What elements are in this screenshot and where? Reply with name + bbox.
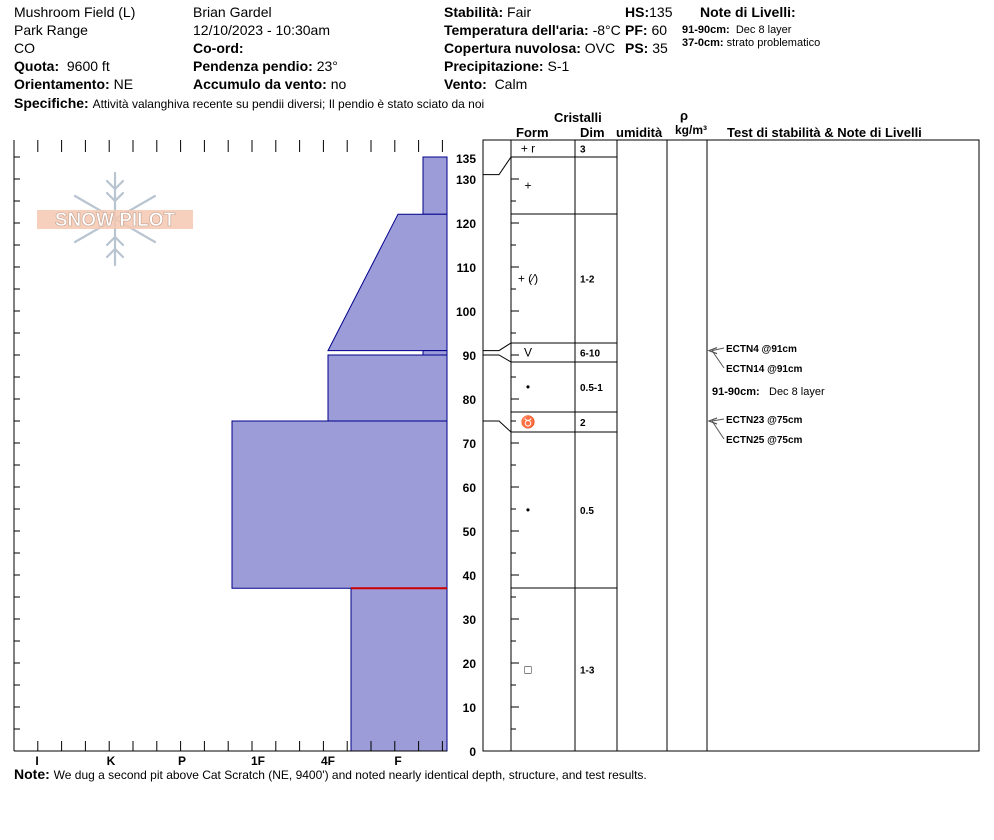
stability-test-0: ECTN4 @91cm (726, 344, 797, 355)
stability-label: Stabilità: (444, 4, 504, 20)
observer-name: Brian Gardel (193, 4, 272, 20)
note-text: We dug a second pit above Cat Scratch (NE, 9400') and noted nearly identical depth, structure, and test results. (53, 768, 647, 782)
header-form: Form (516, 125, 549, 140)
hardness-layer-5 (351, 588, 447, 751)
sky-label: Copertura nuvolosa: (444, 40, 581, 56)
layer-notes-title: Note di Livelli: (700, 4, 796, 20)
hardness-layer-4 (232, 421, 447, 588)
layer-form-1: + (524, 178, 532, 193)
depth-tick-label: 20 (462, 657, 476, 671)
stability-test-3: ECTN25 @75cm (726, 435, 803, 446)
hardness-label-4f: 4F (320, 754, 336, 768)
hardness-label-f: F (394, 754, 402, 768)
depth-tick-label: 110 (456, 261, 476, 275)
layer-size-7: 1-3 (580, 665, 595, 677)
sky-value: OVC (584, 40, 616, 56)
layer-connector (483, 157, 511, 175)
elevation-value: 9600 ft (66, 58, 110, 74)
pf-label: PF: (625, 22, 648, 38)
layer-size-0: 3 (580, 144, 586, 156)
depth-tick-label: 135 (455, 152, 476, 166)
layer-form-7: □ (524, 662, 532, 677)
hs-label: HS: (625, 4, 650, 20)
range-name: Park Range (14, 22, 88, 38)
layer-form-0: + r (520, 141, 536, 156)
coord-label: Co-ord: (193, 40, 244, 56)
layer-size-6: 0.5 (580, 506, 594, 517)
depth-tick-label: 80 (462, 393, 476, 407)
test-arrow-line (712, 421, 724, 439)
elevation-label: Quota: (14, 58, 60, 74)
stability-test-1: ECTN14 @91cm (726, 364, 803, 375)
hardness-layer-3 (328, 355, 447, 421)
hardness-layer-2 (423, 351, 447, 355)
depth-tick-label: 0 (469, 745, 476, 759)
bottom-note (14, 766, 647, 783)
ps-label: PS: (625, 40, 649, 56)
hardness-layer-1 (328, 214, 447, 350)
aspect-value: NE (113, 76, 134, 92)
hardness-label-i: I (35, 754, 39, 768)
aspect-label: Orientamento: (14, 76, 110, 92)
hs-value: 135 (649, 4, 673, 20)
depth-tick-label: 70 (462, 437, 476, 451)
layer-size-2: 1-2 (580, 274, 595, 286)
wind-loading-value: no (330, 76, 347, 92)
depth-tick-label: 40 (462, 569, 476, 583)
layer-connector (483, 343, 511, 351)
layer-connector (483, 421, 511, 432)
layer-size-3: 6-10 (580, 348, 601, 360)
depth-tick-label: 30 (462, 613, 476, 627)
note-label: Note: (14, 766, 50, 782)
precip-label: Precipitazione: (444, 58, 544, 74)
specifics-label: Specifiche: (14, 95, 89, 111)
layer-form-4: • (525, 380, 531, 394)
layer-form-6: • (525, 503, 531, 517)
slope-label: Pendenza pendio: (193, 58, 313, 74)
header-moisture: umidità (616, 125, 663, 140)
depth-tick-label: 90 (462, 349, 476, 363)
state-name: CO (14, 40, 35, 56)
layer-size-4: 0.5-1 (580, 383, 603, 394)
layer-note-text: Dec 8 layer (769, 386, 825, 398)
header-rho: ρ (680, 108, 689, 123)
location-name: Mushroom Field (L) (14, 4, 136, 20)
depth-tick-label: 100 (455, 305, 476, 319)
depth-tick-label: 50 (462, 525, 476, 539)
layer-note-2-text: strato problematico (726, 37, 821, 49)
header-density-unit: kg/m³ (675, 123, 708, 137)
specifics-text: Attività valanghiva recente su pendii diversi; Il pendio è stato sciato da noi (92, 97, 485, 111)
wind-label: Vento: (444, 76, 487, 92)
snow-pilot-logo (37, 173, 193, 265)
depth-tick-label: 120 (455, 217, 476, 231)
header-tests: Test di stabilità & Note di Livelli (727, 125, 922, 140)
hardness-label-p: P (177, 754, 187, 768)
header-crystals: Cristalli (554, 110, 602, 125)
layer-note-range-label: 91-90cm: (712, 386, 760, 398)
air-temp-label: Temperatura dell'aria: (444, 22, 589, 38)
layer-form-5: ♉ (520, 415, 536, 429)
air-temp-value: -8°C (592, 22, 621, 38)
depth-tick-label: 130 (455, 173, 476, 187)
stability-value: Fair (507, 4, 532, 20)
depth-tick-label: 10 (462, 701, 476, 715)
observation-datetime: 12/10/2023 - 10:30am (193, 22, 330, 38)
depth-tick-label: 60 (462, 481, 476, 495)
test-arrow-line (712, 351, 724, 368)
slope-value: 23° (316, 58, 338, 74)
layer-note-2-range: 37-0cm: (682, 37, 724, 49)
wind-value: Calm (494, 76, 528, 92)
layer-note-1-text: Dec 8 layer (735, 24, 792, 36)
layer-connector (483, 355, 511, 362)
hardness-layer-0 (423, 157, 447, 214)
layer-size-5: 2 (580, 418, 586, 429)
logo-text: SNOW PILOT (54, 210, 176, 231)
hardness-label-1f: 1F (250, 754, 266, 768)
layer-note-1-range: 91-90cm: (682, 24, 730, 36)
precip-value: S-1 (547, 58, 570, 74)
layer-form-3: V (523, 345, 533, 360)
layer-form-2: + (⁄) (517, 271, 539, 286)
header-size: Dim (580, 125, 605, 140)
pf-value: 60 (651, 22, 668, 38)
hardness-label-k: K (106, 754, 116, 768)
ps-value: 35 (652, 40, 668, 56)
stability-test-2: ECTN23 @75cm (726, 415, 803, 426)
wind-loading-label: Accumulo da vento: (193, 76, 327, 92)
